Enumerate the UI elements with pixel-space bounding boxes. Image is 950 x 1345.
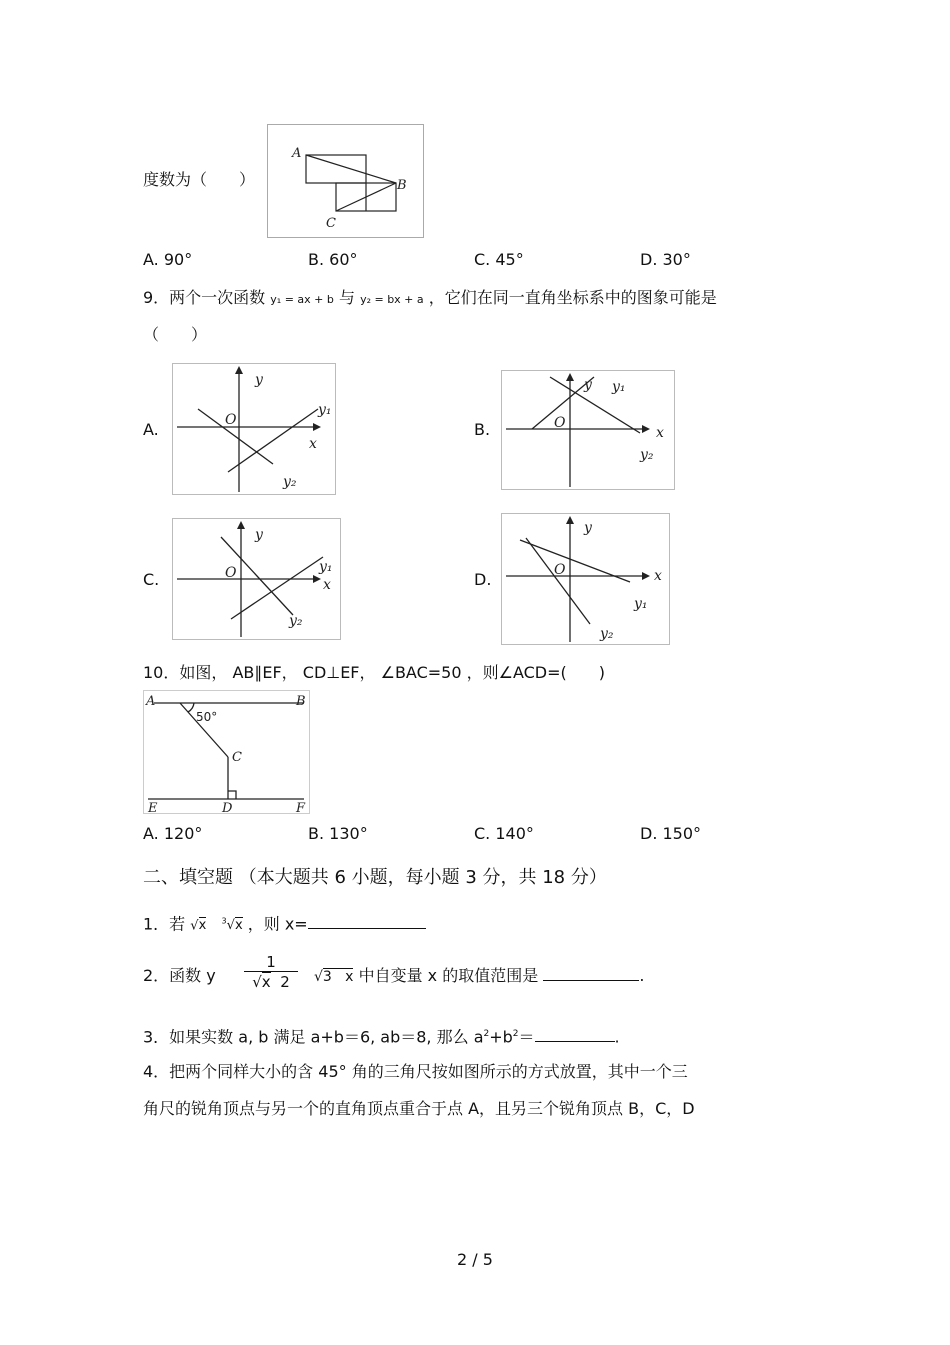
option-text: 30° bbox=[662, 250, 691, 269]
fill-q4-line2: 角尺的锐角顶点与另一个的直角顶点重合于点 A，且另三个锐角顶点 B，C，D bbox=[143, 1099, 695, 1118]
q9-function-2: y₂ = bx + a bbox=[360, 293, 424, 306]
line-y1-label: y₁ bbox=[634, 596, 648, 612]
period: . bbox=[639, 966, 645, 985]
q10-angle-label: 50° bbox=[196, 710, 218, 724]
line-y1-label: y₁ bbox=[318, 402, 332, 418]
q8-option-d[interactable] bbox=[640, 250, 691, 270]
option-text: 45° bbox=[495, 250, 524, 269]
q9-option-d-key[interactable]: D. bbox=[474, 570, 492, 589]
sqrt-expression: √x bbox=[190, 918, 207, 934]
q8-label-a: A bbox=[292, 146, 302, 161]
q9-option-d-graph[interactable] bbox=[501, 513, 670, 645]
fill-q3-suffix: ＝ bbox=[518, 1027, 535, 1047]
option-key: B. bbox=[308, 250, 325, 269]
fill-q3 bbox=[143, 1024, 620, 1047]
fill-q3-mid: +b bbox=[489, 1027, 513, 1047]
axis-x-label: x bbox=[656, 425, 664, 441]
line-y2-label: y₂ bbox=[289, 613, 303, 629]
fill-q3-prefix: 3．如果实数 a, b 满足 a+b＝6, ab＝8, 那么 a bbox=[143, 1027, 484, 1047]
line-y1-label: y₁ bbox=[612, 379, 626, 395]
option-text: 140° bbox=[495, 824, 534, 843]
answer-blank[interactable] bbox=[535, 1025, 615, 1042]
q9-stem bbox=[143, 288, 717, 310]
q10-label-e: E bbox=[148, 801, 158, 813]
fill-q2-prefix: 2．函数 y bbox=[143, 966, 216, 985]
page-number: 2 / 5 bbox=[457, 1250, 493, 1269]
q9-answer-paren: （ ） bbox=[143, 325, 208, 344]
q10-figure bbox=[143, 690, 310, 814]
fraction bbox=[244, 953, 298, 992]
q10-stem: 10．如图， AB∥EF， CD⊥EF， ∠BAC=50 ，则∠ACD=( ) bbox=[143, 663, 605, 682]
q8-option-a[interactable] bbox=[143, 250, 192, 270]
option-key: A. bbox=[143, 250, 159, 269]
option-key: B. bbox=[308, 824, 325, 843]
q10-label-d: D bbox=[222, 801, 233, 813]
fraction-numerator: 1 bbox=[266, 953, 276, 971]
q8-stem-tail: 度数为（ ） bbox=[143, 170, 256, 189]
fill-q1 bbox=[143, 912, 426, 936]
q10-label-f: F bbox=[296, 801, 306, 813]
option-key: C. bbox=[474, 824, 491, 843]
origin-label: O bbox=[554, 415, 566, 431]
option-key: D. bbox=[640, 250, 658, 269]
q10-option-b[interactable] bbox=[308, 824, 368, 844]
section-title: 二、填空题 （本大题共 6 小题，每小题 3 分，共 18 分） bbox=[143, 867, 607, 888]
axis-x-label: x bbox=[654, 568, 662, 584]
exponent: 2 bbox=[483, 1029, 490, 1039]
option-text: 150° bbox=[662, 824, 702, 843]
answer-blank[interactable] bbox=[308, 912, 426, 929]
axis-x-label: x bbox=[323, 577, 331, 593]
q9-connector: 与 bbox=[338, 288, 355, 307]
axis-x-label: x bbox=[309, 436, 317, 452]
q10-label-a: A bbox=[146, 694, 156, 709]
option-key: C. bbox=[474, 250, 491, 269]
q8-label-b: B bbox=[397, 178, 407, 193]
q10-option-d[interactable] bbox=[640, 824, 701, 844]
fill-q2-suffix: 中自变量 x 的取值范围是 bbox=[358, 966, 539, 985]
line-y2-label: y₂ bbox=[600, 626, 614, 642]
radicand: 3 x bbox=[322, 969, 354, 985]
option-key: D. bbox=[640, 824, 658, 843]
answer-blank[interactable] bbox=[543, 964, 639, 981]
exponent: 2 bbox=[512, 1029, 519, 1039]
period: . bbox=[614, 1027, 620, 1047]
q9-option-c-graph[interactable] bbox=[172, 518, 341, 640]
option-text: 120° bbox=[163, 824, 203, 843]
fill-q4-line1: 4．把两个同样大小的含 45° 角的三角尺按如图所示的方式放置，其中一个三 bbox=[143, 1062, 688, 1081]
q10-option-c[interactable] bbox=[474, 824, 534, 844]
origin-label: O bbox=[225, 412, 237, 428]
radicand: x bbox=[234, 918, 243, 934]
axis-y-label: y bbox=[584, 520, 592, 536]
line-y1-label: y₁ bbox=[319, 559, 333, 575]
axis-y-label: y bbox=[584, 377, 592, 393]
q8-option-b[interactable] bbox=[308, 250, 358, 270]
fraction-denominator: √x 2 bbox=[244, 971, 298, 992]
option-text: 90° bbox=[163, 250, 193, 269]
axis-y-label: y bbox=[255, 372, 263, 388]
q9-function-1: y₁ = ax + b bbox=[270, 293, 334, 306]
line-y2-label: y₂ bbox=[283, 474, 297, 490]
axis-y-label: y bbox=[255, 527, 263, 543]
cube-root-expression: $^3$√x bbox=[221, 917, 243, 934]
fill-q1-prefix: 1．若 bbox=[143, 914, 186, 934]
q9-option-b-graph[interactable] bbox=[501, 370, 675, 490]
q10-label-b: B bbox=[296, 694, 306, 709]
q10-label-c: C bbox=[232, 750, 242, 765]
q8-label-c: C bbox=[326, 216, 336, 231]
option-key: A. bbox=[143, 824, 159, 843]
option-text: 130° bbox=[329, 824, 368, 843]
q9-option-a-key[interactable]: A. bbox=[143, 420, 159, 439]
fill-q1-suffix: ，则 x= bbox=[247, 914, 308, 934]
radicand: x bbox=[198, 918, 207, 934]
denominator-tail: 2 bbox=[280, 973, 290, 991]
q8-option-c[interactable] bbox=[474, 250, 524, 270]
option-text: 60° bbox=[329, 250, 358, 269]
q9-number: 9．两个一次函数 bbox=[143, 288, 266, 307]
origin-label: O bbox=[554, 562, 566, 578]
radicand: x bbox=[261, 973, 271, 991]
sqrt-expression: √3 x bbox=[314, 969, 354, 985]
q8-figure bbox=[267, 124, 424, 238]
q10-option-a[interactable] bbox=[143, 824, 202, 844]
q9-option-a-graph[interactable] bbox=[172, 363, 336, 495]
root-index: 3 bbox=[221, 917, 227, 926]
q9-option-c-key[interactable]: C. bbox=[143, 570, 160, 589]
q9-option-b-key[interactable]: B. bbox=[474, 420, 491, 439]
line-y2-label: y₂ bbox=[640, 447, 654, 463]
fill-q2-body bbox=[314, 964, 644, 987]
q9-stem-tail: ，它们在同一直角坐标系中的图象可能是 bbox=[428, 288, 717, 307]
origin-label: O bbox=[225, 565, 237, 581]
